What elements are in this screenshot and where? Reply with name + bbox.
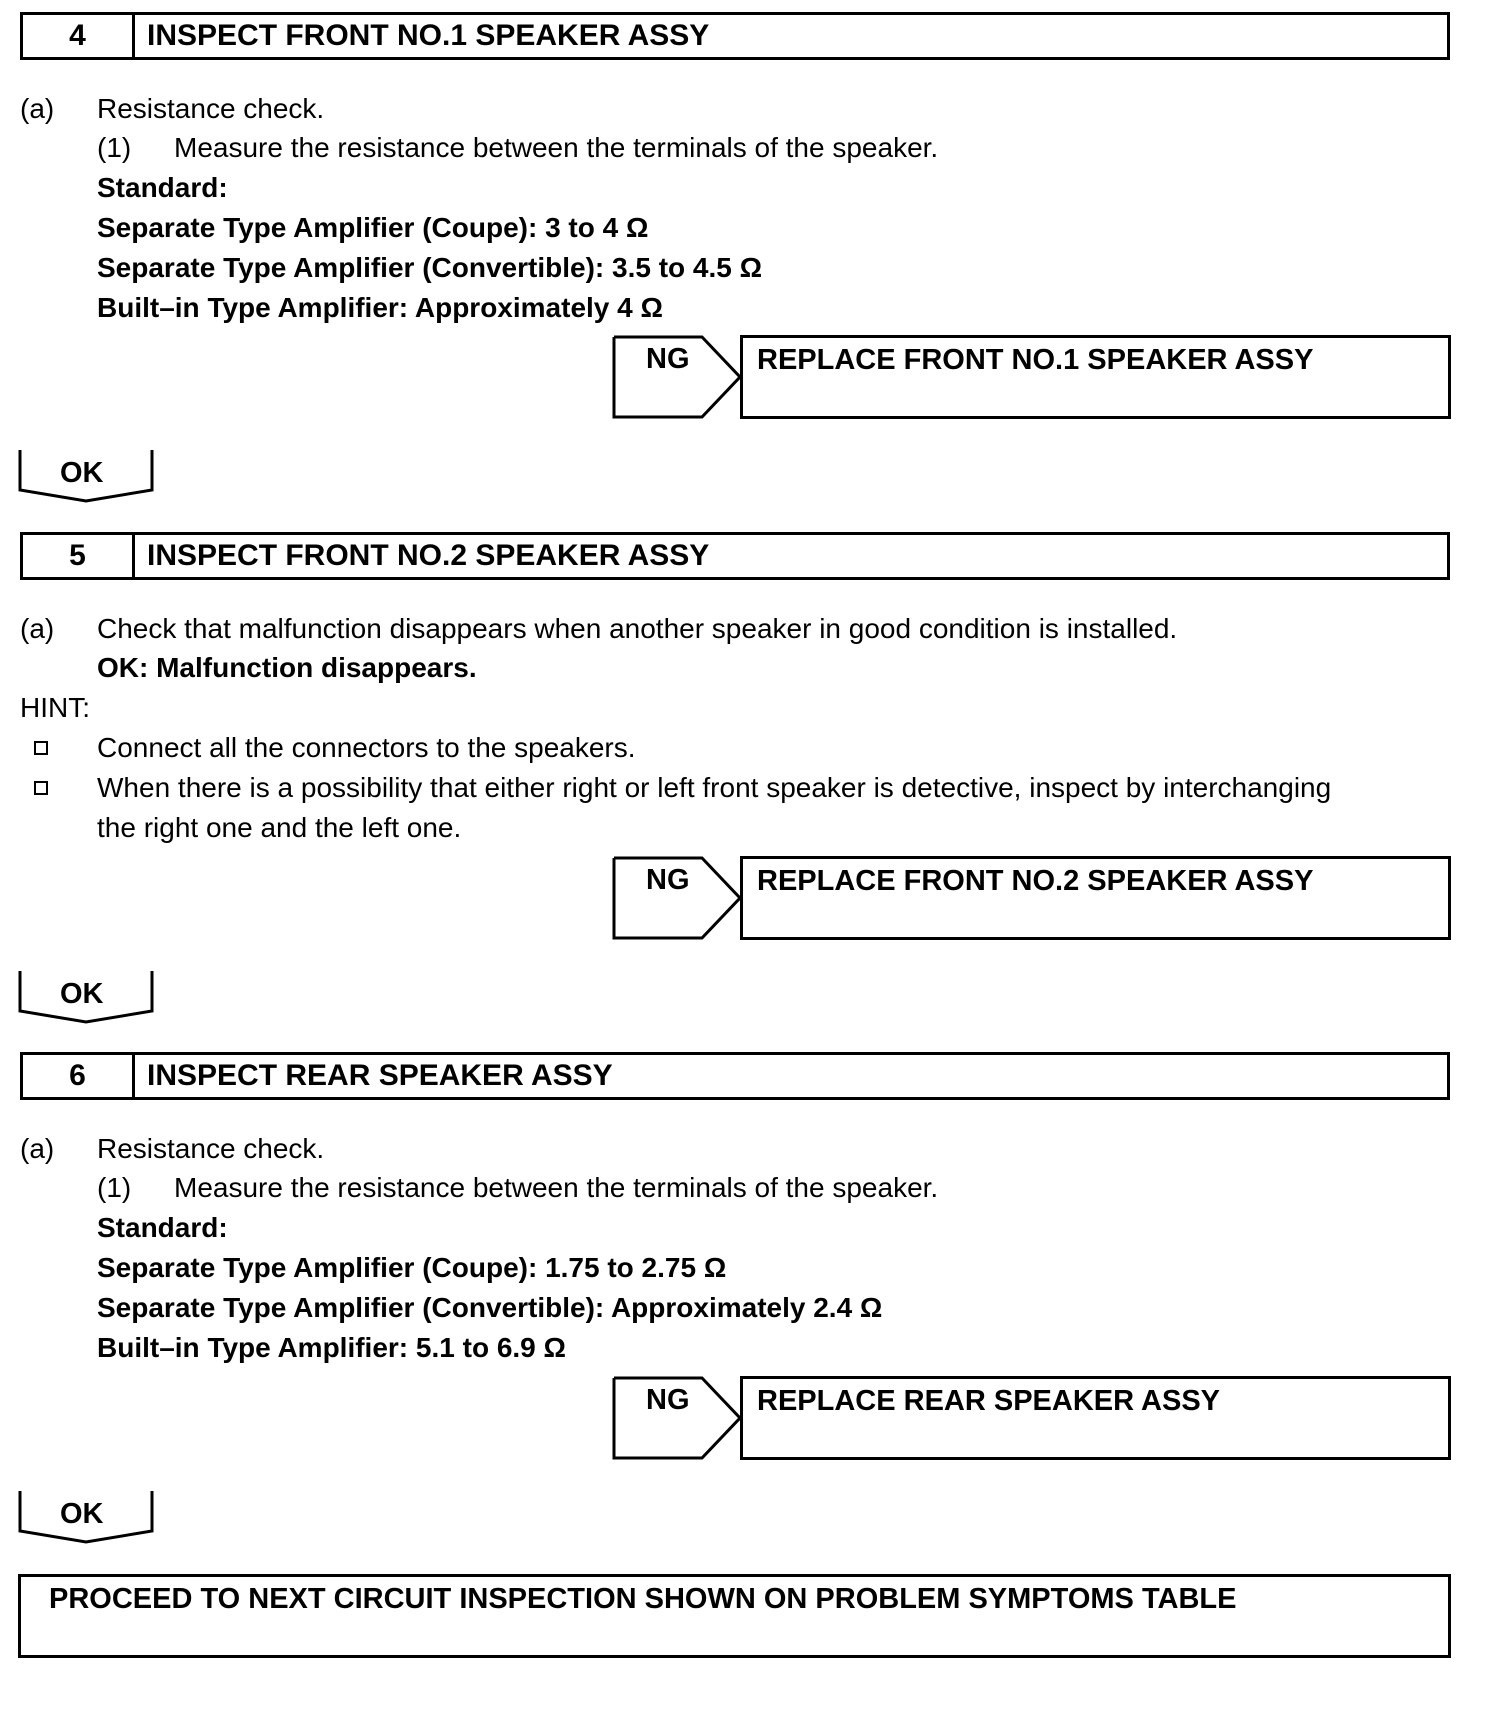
ng-action-box: [740, 335, 1451, 419]
standard-value: Separate Type Amplifier (Coupe): 1.75 to 2.75 Ω: [97, 1252, 727, 1283]
standard-label: Standard:: [97, 1212, 228, 1243]
hint-text: Connect all the connectors to the speakers.: [97, 732, 636, 763]
ok-branch-marker: [18, 969, 156, 1021]
ng-label: NG: [646, 343, 690, 375]
item-text: Resistance check.: [97, 93, 325, 124]
item-text: Check that malfunction disappears when another speaker in good condition is installed.: [97, 613, 1178, 644]
standard-value: Built–in Type Amplifier: Approximately 4 Ω: [97, 292, 663, 323]
ng-action-text: REPLACE FRONT NO.1 SPEAKER ASSY: [757, 344, 1314, 376]
ok-branch-marker: [18, 1489, 156, 1541]
item-marker: (a): [20, 613, 55, 644]
final-action-text: PROCEED TO NEXT CIRCUIT INSPECTION SHOWN ON PROBLEM SYMPTOMS TABLE: [49, 1583, 1237, 1615]
ng-action-text: REPLACE REAR SPEAKER ASSY: [757, 1385, 1221, 1417]
standard-value: Separate Type Amplifier (Convertible): 3.5 to 4.5 Ω: [97, 252, 763, 283]
step-4-header: [20, 12, 1450, 60]
step-title: INSPECT FRONT NO.2 SPEAKER ASSY: [147, 539, 710, 572]
ng-action-text: REPLACE FRONT NO.2 SPEAKER ASSY: [757, 865, 1314, 897]
ng-label: NG: [646, 1384, 690, 1416]
ng-action-box: [740, 856, 1451, 940]
final-action-box: [18, 1574, 1451, 1658]
item-marker: (a): [20, 93, 55, 124]
ng-label: NG: [646, 864, 690, 896]
sub-marker: (1): [97, 132, 132, 163]
bullet-square-icon: [34, 781, 48, 795]
ng-branch-marker: [612, 1376, 742, 1460]
hint-text-continued: the right one and the left one.: [97, 812, 462, 843]
standard-value: Separate Type Amplifier (Convertible): Approximately 2.4 Ω: [97, 1292, 883, 1323]
hint-text: When there is a possibility that either right or left front speaker is detective, inspect by interchanging: [97, 772, 1332, 803]
sub-text: Measure the resistance between the terminals of the speaker.: [174, 132, 939, 163]
ok-label: OK: [60, 978, 104, 1010]
step-title: INSPECT FRONT NO.1 SPEAKER ASSY: [147, 19, 710, 52]
ng-branch-marker: [612, 856, 742, 940]
item-marker: (a): [20, 1133, 55, 1164]
step-number: 4: [23, 15, 135, 57]
ng-branch-marker: [612, 335, 742, 419]
step-5-header: [20, 532, 1450, 580]
sub-marker: (1): [97, 1172, 132, 1203]
ok-criterion: OK: Malfunction disappears.: [97, 652, 477, 683]
step-number: 5: [23, 535, 135, 577]
step-title: INSPECT REAR SPEAKER ASSY: [147, 1059, 613, 1092]
bullet-square-icon: [34, 741, 48, 755]
ok-branch-marker: [18, 448, 156, 500]
sub-text: Measure the resistance between the terminals of the speaker.: [174, 1172, 939, 1203]
standard-value: Separate Type Amplifier (Coupe): 3 to 4 Ω: [97, 212, 649, 243]
step-6-header: [20, 1052, 1450, 1100]
standard-value: Built–in Type Amplifier: 5.1 to 6.9 Ω: [97, 1332, 566, 1363]
ok-label: OK: [60, 457, 104, 489]
standard-label: Standard:: [97, 172, 228, 203]
step-number: 6: [23, 1055, 135, 1097]
ok-label: OK: [60, 1498, 104, 1530]
item-text: Resistance check.: [97, 1133, 325, 1164]
hint-label: HINT:: [20, 692, 90, 723]
ng-action-box: [740, 1376, 1451, 1460]
